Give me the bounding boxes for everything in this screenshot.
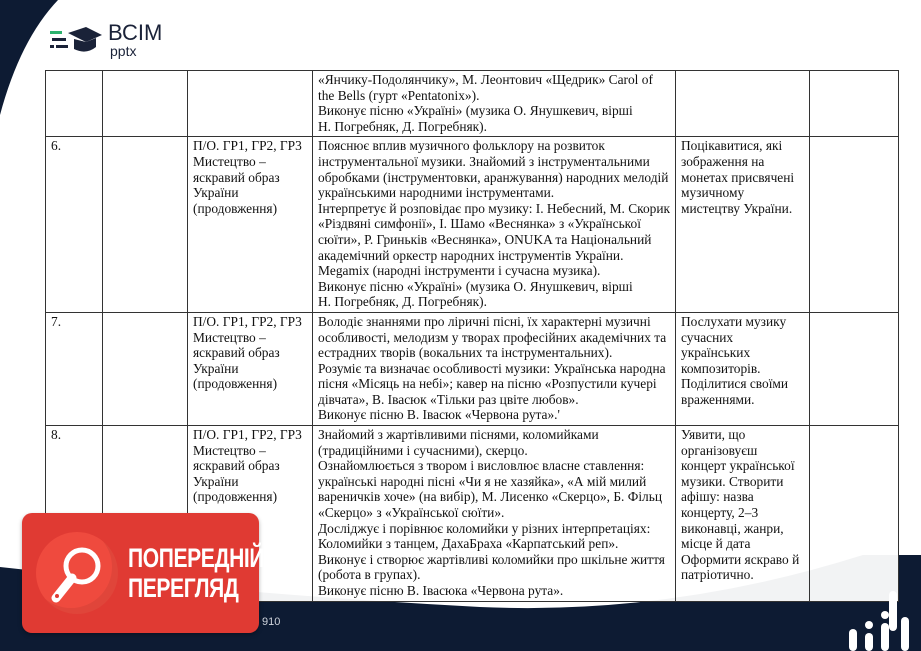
topic-line: Мистецтво – [193,329,266,345]
task-cell [676,312,810,425]
page-number: 910 [262,616,281,628]
task-line: концерт української [681,458,795,474]
content-line: Виконує пісню В. Івасюка «Червона рута». [318,583,564,598]
notes-cell [810,71,899,137]
content-line: академічний оркестр народних інструментів України. [318,247,624,263]
date-cell [103,71,188,137]
task-line: патріотично. [681,567,754,583]
task-line: афішу: назва [681,489,754,505]
topic-line: України [193,360,239,376]
task-line: Послухати музику [681,313,787,329]
date-cell [103,137,188,313]
topic-line: (продовження) [193,376,278,392]
topic-line: яскравий образ [193,169,280,185]
content-line: вареничків хоче» (на вибір), М. Лисенко «Скерцо», Б. Фільц [318,489,662,505]
topic-line: Мистецтво – [193,442,266,458]
preview-badge-line2: ПЕРЕГЛЯД [128,573,239,603]
content-line: Виконує пісню «Україні» (музика О. Янушкевич, вірші [318,278,633,294]
content-line: Пояснює вплив музичного фольклору на розвиток [318,138,605,154]
task-line: українських [681,345,751,361]
topic-line: України [193,473,239,489]
lesson-number-cell: 7. [46,312,103,425]
task-line: Уявити, що [681,427,746,443]
task-line: музичному [681,185,745,201]
content-line: Н. Погребняк, Д. Погребняк). [318,294,487,310]
table-row [46,137,899,313]
task-cell [676,426,810,602]
task-line: мистецтву України. [681,200,793,216]
content-line: Досліджує і порівнює коломийки у різних інтерпретаціях: [318,520,651,536]
topic-cell [188,137,313,313]
content-line: обробками (інструментовки, аранжування) народних мелодій [318,169,669,185]
content-line: естрадних творів (вокальних та інструментальних). [318,345,613,361]
brand-subtitle: pptx [110,43,137,59]
content-line: Розуміє та визначає особливості музики: Українська народна [318,360,666,376]
task-line: концерту, 2–3 [681,505,759,521]
content-line: Володіє знаннями про ліричні пісні, їх характерні музичні [318,313,651,329]
task-line: місце й дата [681,536,751,552]
content-line: «Скерцо» з «Української сюїти». [318,505,505,521]
content-cell [313,312,676,425]
topic-cell [188,71,313,137]
notes-cell [810,312,899,425]
magnifier-icon [36,532,118,614]
topic-line: України [193,185,239,201]
content-line: (робота в групах). [318,567,421,583]
content-line: «Янчику-Подолянчику», М. Леонтович «Щедрик» Carol of [318,72,653,87]
lesson-number-cell [46,71,103,137]
content-line: Виконує пісню «Україні» (музика О. Янушкевич, вірші [318,103,633,119]
content-cell [313,71,676,137]
task-line: враженнями. [681,391,755,407]
task-line: Поділитися своїми [681,376,789,392]
content-line: Megamix (народні інструменти і сучасна музика). [318,263,601,279]
content-line: Інтерпретує й розповідає про музику: І. Небесний, М. Скорик [318,200,671,216]
content-line: сюїти», Р. Гриньків «Веснянка», ONUKA та Національний [318,231,652,247]
topic-line: яскравий образ [193,345,280,361]
task-line: виконавці, жанри, [681,520,784,536]
content-line: Н. Погребняк, Д. Погребняк). [318,118,487,134]
content-line: інструментальної музики. Знайомий з інструментальними [318,153,650,169]
task-cell [676,71,810,137]
task-line: сучасних [681,329,734,345]
content-line: українські народні пісні «Чи я не хазяйка», «А мій милий [318,473,647,489]
content-line: the Bells (гурт «Pentatonix»). [318,87,480,103]
brand-title: ВСІМ [108,20,163,45]
task-line: музики. Створити [681,473,784,489]
topic-line: П/О. ГР1, ГР2, ГР3 [193,138,302,154]
graduation-cap-icon [50,23,102,57]
content-cell [313,426,676,602]
task-line: монетах присвячені [681,169,795,185]
task-line: зображення на [681,153,765,169]
task-cell [676,137,810,313]
table-row [46,71,899,137]
notes-cell [810,426,899,602]
notes-cell [810,137,899,313]
task-line: організовуєш [681,442,758,458]
lesson-number-cell: 6. [46,137,103,313]
content-line: Виконує пісню В. Івасюк «Червона рута».' [318,407,560,423]
content-line: особливості, мелодизм у творах професійних академічних та [318,329,667,345]
content-line: пісня «Місяць на небі»; кавер на пісню «Розпустили кучері [318,376,657,392]
task-line: Поцікавитися, які [681,138,783,154]
table-row [46,312,899,425]
preview-badge-line1: ПОПЕРЕДНІЙ [128,543,265,573]
content-line: «Різдвяні симфонії», І. Шамо «Веснянка» з «Української [318,216,641,232]
topic-line: Мистецтво – [193,153,266,169]
content-line: Ознайомлюється з твором і висловлює власне ставлення: [318,458,645,474]
topic-line: (продовження) [193,200,278,216]
task-line: композиторів. [681,360,761,376]
lesson-number-cell: 8. [46,426,103,602]
content-cell [313,137,676,313]
content-line: Знайомий з жартівливими піснями, коломийками [318,427,599,443]
content-line: Коломийки з танцем, ДахаБраха «Карпатський реп». [318,536,619,552]
content-line: дівчата», В. Івасюк «Тільки раз цвіте любов». [318,391,579,407]
topic-line: П/О. ГР1, ГР2, ГР3 [193,313,302,329]
topic-line: (продовження) [193,489,278,505]
content-line: (традиційними і сучасними), скерцо. [318,442,528,458]
content-line: Виконує і створює жартівливі коломийки про шкільне життя [318,551,665,567]
brand-logo [50,22,162,58]
bars-decoration-icon [845,589,915,651]
topic-line: яскравий образ [193,458,280,474]
topic-cell [188,312,313,425]
topic-line: П/О. ГР1, ГР2, ГР3 [193,427,302,443]
date-cell [103,312,188,425]
content-line: українськими народними інструментами. [318,185,555,201]
task-line: Оформити яскраво й [681,551,800,567]
preview-badge[interactable] [22,513,265,633]
